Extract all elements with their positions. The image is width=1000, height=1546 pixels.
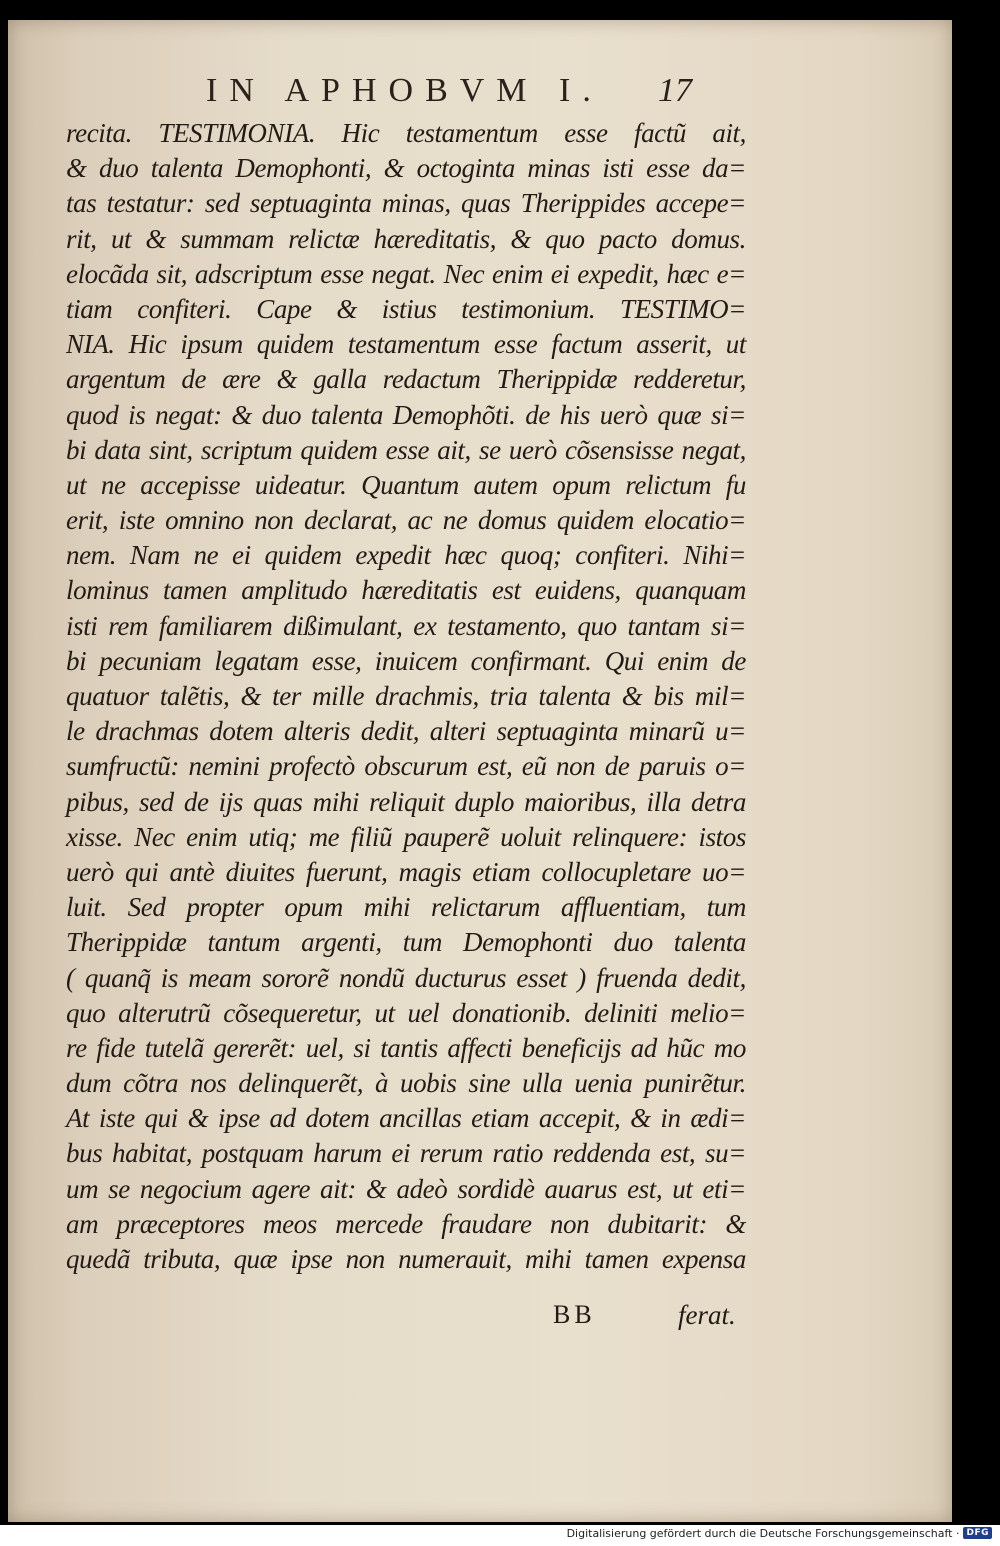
- text-line: am præceptores meos mercede fraudare non dubitarit: &: [66, 1208, 746, 1239]
- text-line: tas testatur: sed septuaginta minas, quas Therippides accepe=: [66, 188, 746, 219]
- text-line: re fide tutelã gererẽt: uel, si tantis affecti beneficijs ad hũc mo: [66, 1032, 746, 1063]
- text-line: erit, iste omnino non declarat, ac ne domus quidem elocatio=: [66, 505, 746, 536]
- text-line: NIA. Hic ipsum quidem testamentum esse factum asserit, ut: [66, 329, 746, 360]
- text-line: luit. Sed propter opum mihi relictarum affluentiam, tum: [66, 892, 746, 923]
- text-line: lominus tamen amplitudo hæreditatis est euidens, quanquam: [66, 575, 746, 606]
- text-line: dum cõtra nos delinquerẽt, à uobis sine ulla uenia punirẽtur.: [66, 1068, 746, 1099]
- text-line: bi data sint, scriptum quidem esse ait, se uerò cõsensisse negat,: [66, 434, 746, 465]
- text-line: & duo talenta Demophonti, & octoginta minas isti esse da=: [66, 153, 746, 184]
- text-line: quod is negat: & duo talenta Demophõti. de his uerò quæ si=: [66, 399, 746, 430]
- text-line: argentum de ære & galla redactum Therippidæ redderetur,: [66, 364, 746, 395]
- text-line: xisse. Nec enim utiq; me filiũ pauperẽ uoluit relinquere: istos: [66, 821, 746, 852]
- text-line: At iste qui & ipse ad dotem ancillas etiam accepit, & in ædi=: [66, 1103, 746, 1134]
- signature-mark: BB: [553, 1300, 596, 1329]
- footer-credit: [567, 1524, 992, 1542]
- text-line: pibus, sed de ijs quas mihi reliquit duplo maioribus, illa detra: [66, 786, 746, 817]
- text-line: bi pecuniam legatam esse, inuicem confirmant. Qui enim de: [66, 645, 746, 676]
- text-line: Therippidæ tantum argenti, tum Demophonti duo talenta: [66, 927, 746, 958]
- text-line: sumfructũ: nemini profectò obscurum est, eũ non de paruis o=: [66, 751, 746, 782]
- footer-credit-text: Digitalisierung gefördert durch die Deutsche Forschungsgemeinschaft ·: [566, 1526, 960, 1540]
- text-line: nem. Nam ne ei quidem expedit hæc quoq; confiteri. Nihi=: [66, 540, 746, 571]
- text-line: elocãda sit, adscriptum esse negat. Nec enim ei expedit, hæc e=: [66, 258, 746, 289]
- page-number: 17: [658, 72, 692, 109]
- text-line: bus habitat, postquam harum ei rerum ratio reddenda est, su=: [66, 1138, 746, 1169]
- book-page: [8, 20, 952, 1522]
- text-line: quatuor talẽtis, & ter mille drachmis, tria talenta & bis mil=: [66, 681, 746, 711]
- body-text: [66, 116, 746, 1277]
- text-line: tiam confiteri. Cape & istius testimonium. TESTIMO=: [66, 293, 746, 324]
- text-line: le drachmas dotem alteris dedit, alteri septuaginta minarũ u=: [66, 716, 746, 747]
- text-line: rit, ut & summam relictæ hæreditatis, & quo pacto domus.: [66, 223, 746, 254]
- text-line: quo alterutrũ cõsequeretur, ut uel donationib. deliniti melio=: [66, 997, 746, 1028]
- text-line: isti rem familiarem dißimulant, ex testamento, quo tantam si=: [66, 610, 746, 641]
- catchword: ferat.: [678, 1300, 736, 1330]
- text-line: ( quanq̃ is meam sororẽ nondũ ducturus esset ) fruenda dedit,: [66, 962, 746, 993]
- text-line: recita. TESTIMONIA. Hic testamentum esse factũ ait,: [66, 118, 746, 148]
- text-line: quedã tributa, quæ ipse non numerauit, mihi tamen expensa: [66, 1244, 746, 1274]
- text-line: ut ne accepisse uideatur. Quantum autem opum relictum fu: [66, 469, 746, 500]
- text-line: uerò qui antè diuites fuerunt, magis etiam collocupletare uo=: [66, 856, 746, 887]
- dfg-logo-icon: DFG: [963, 1527, 992, 1539]
- text-line: um se negocium agere ait: & adeò sordidè auarus est, ut eti=: [66, 1173, 746, 1204]
- running-head: IN APHOBVM I.: [206, 72, 603, 109]
